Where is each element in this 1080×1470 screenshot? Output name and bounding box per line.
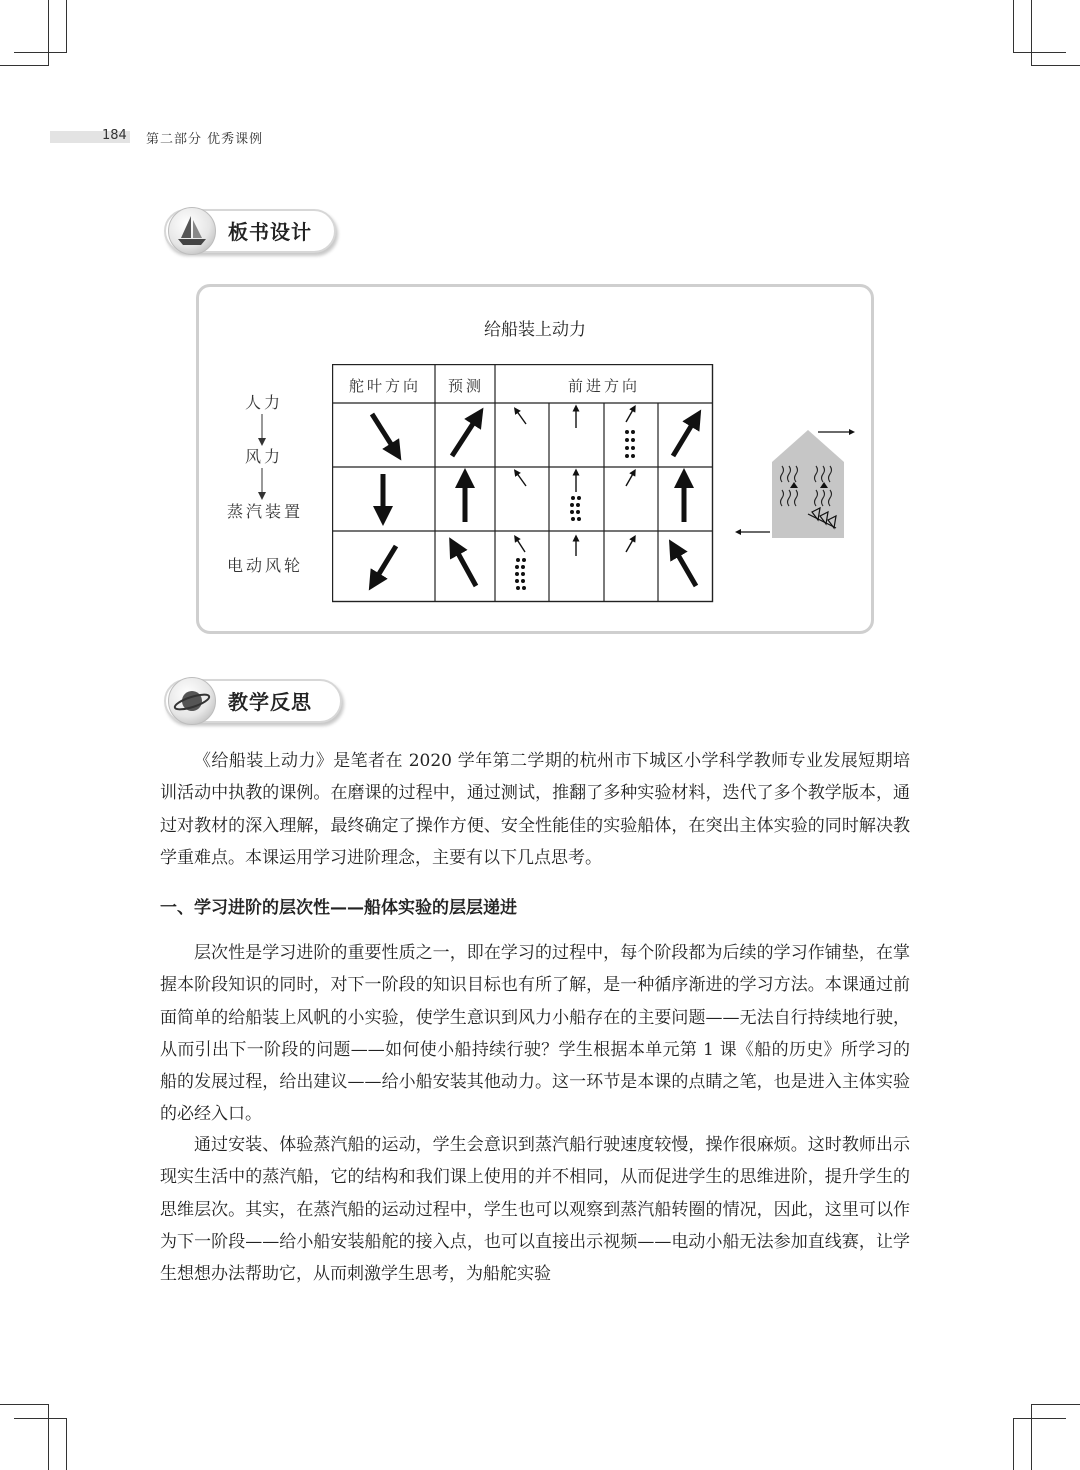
crop-mark bbox=[1031, 1404, 1080, 1405]
down-arrow-icon bbox=[256, 467, 268, 501]
crop-mark bbox=[0, 1404, 49, 1405]
table-header-direction: 前进方向 bbox=[567, 377, 640, 395]
body-paragraph: 《给船装上动力》是笔者在 2020 学年第二学期的杭州市下城区小学科学教师专业发展短期培训活动中执教的课例。在磨课的过程中，通过测试，推翻了多种实验材料，迭代了多个教学版本，通过对教材的深入理解，最终确定了操作方便、安全性能佳的实验船体，在突出主体实验的同时解决教学重难点。本课运用学习进阶理念，主要有以下几点思考。 bbox=[160, 751, 910, 868]
crop-mark bbox=[1013, 0, 1014, 52]
table-header-prediction: 预测 bbox=[447, 377, 484, 395]
crop-mark bbox=[1031, 65, 1080, 66]
direction-arrow-icon bbox=[626, 538, 634, 552]
crop-mark bbox=[14, 52, 67, 53]
crop-mark bbox=[14, 1418, 67, 1419]
body-paragraph: 层次性是学习进阶的重要性质之一，即在学习的过程中，每个阶段都为后续的学习作铺垫，在掌握本阶段知识的同时，对下一阶段的知识目标也有所了解，是一种循序渐进的学习方法。本课通过前面简单的给船装上风帆的小实验，使学生意识到风力小船存在的主要问题——无法自行持续地行驶，从而引出下一阶段的问题——如何使小船持续行驶？学生根据本单元第 1 课《船的历史》所学习的船的发展过程，给出建议——给小船安装其他动力。这一环节是本课的点睛之笔，也是进入主体实验的必经入口。 bbox=[160, 943, 910, 1125]
down-arrow-icon bbox=[256, 413, 268, 447]
direction-arrow-icon bbox=[516, 472, 526, 486]
progression-item: 电动风轮 bbox=[227, 556, 304, 575]
crop-mark bbox=[66, 0, 67, 52]
crop-mark bbox=[0, 65, 49, 66]
prediction-arrow-icon bbox=[452, 416, 478, 456]
crop-mark bbox=[1013, 52, 1066, 53]
page-number: 184 bbox=[102, 128, 127, 143]
rudder-arrow-icon bbox=[374, 546, 396, 582]
crop-mark bbox=[48, 0, 49, 66]
crop-mark bbox=[1031, 1404, 1032, 1470]
trail-dots bbox=[515, 558, 526, 590]
progression-item: 人力 bbox=[245, 393, 284, 412]
body-paragraph: 通过安装、体验蒸汽船的运动，学生会意识到蒸汽船行驶速度较慢，操作很麻烦。这时教师出示现实生活中的蒸汽船，它的结构和我们课上使用的并不相同，从而促进学生的思维进阶，提升学生的思维层次。其实，在蒸汽船的运动过程中，学生也可以观察到蒸汽船转圈的情况，因此，这里可以作为下一阶段——给小船安装船舵的接入点，也可以直接出示视频——电动小船无法参加直线赛，让学生想想办法帮助它，从而刺激学生思考，为船舵实验 bbox=[160, 1135, 910, 1285]
running-title: 第二部分 优秀课例 bbox=[146, 132, 264, 147]
steam-boat-sketch bbox=[728, 420, 860, 540]
section-title: 板书设计 bbox=[228, 220, 312, 244]
direction-arrow-icon bbox=[673, 418, 696, 456]
crop-mark bbox=[1031, 0, 1032, 66]
direction-table bbox=[332, 364, 714, 604]
direction-arrow-icon bbox=[674, 548, 696, 586]
progression-item: 蒸汽装置 bbox=[227, 502, 304, 521]
trail-dots bbox=[625, 430, 635, 458]
board-title: 给船装上动力 bbox=[484, 320, 586, 340]
crop-mark bbox=[66, 1418, 67, 1470]
section-heading-reflection bbox=[164, 679, 342, 723]
section-title: 教学反思 bbox=[228, 690, 312, 714]
direction-arrow-icon bbox=[516, 410, 526, 424]
progression-item: 风力 bbox=[245, 447, 284, 466]
subheading: 一、学习进阶的层次性——船体实验的层层递进 bbox=[160, 898, 517, 918]
planet-emblem-icon bbox=[168, 677, 216, 725]
rudder-arrow-icon bbox=[372, 414, 396, 452]
section-heading-board-design bbox=[164, 209, 336, 253]
crop-mark bbox=[1013, 1418, 1014, 1470]
crop-mark bbox=[1013, 1418, 1066, 1419]
crop-mark bbox=[48, 1404, 49, 1470]
table-header-rudder: 舵叶方向 bbox=[348, 377, 421, 395]
direction-arrow-icon bbox=[516, 538, 525, 552]
direction-arrow-icon bbox=[626, 408, 634, 422]
boat-emblem-icon bbox=[168, 207, 216, 255]
trail-dots bbox=[570, 496, 581, 521]
direction-arrow-icon bbox=[626, 472, 634, 486]
prediction-arrow-icon bbox=[454, 546, 476, 586]
